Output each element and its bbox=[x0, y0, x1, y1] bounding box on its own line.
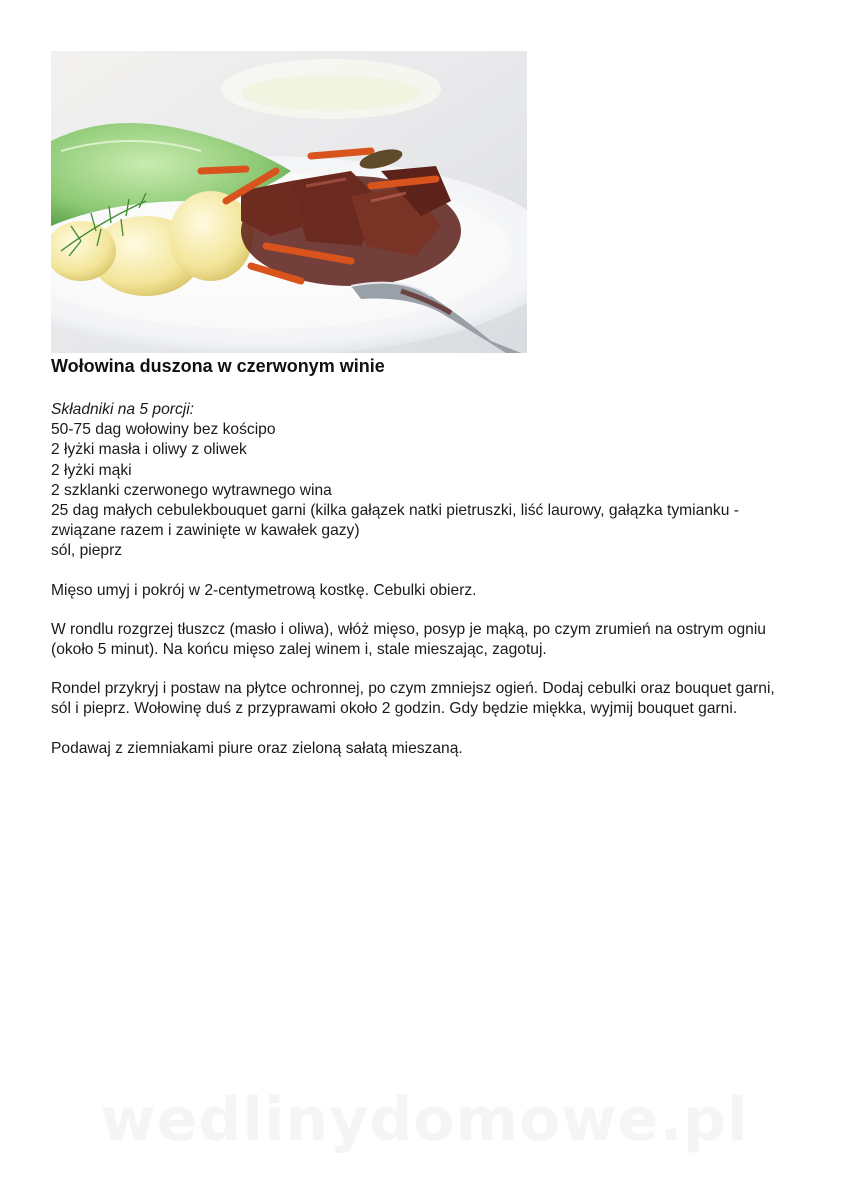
ingredient-item: 50-75 dag wołowiny bez kościpo bbox=[51, 421, 276, 439]
ingredient-item: sól, pieprz bbox=[51, 542, 123, 560]
recipe-title: Wołowina duszona w czerwonym winie bbox=[51, 356, 385, 376]
site-watermark: wedlinydomowe.pl bbox=[100, 1085, 749, 1155]
ingredient-list bbox=[51, 420, 791, 561]
ingredients-heading: Składniki na 5 porcji: bbox=[51, 401, 195, 418]
step-paragraph: Podawaj z ziemniakami piure oraz zieloną sałatą mieszaną. bbox=[51, 739, 463, 757]
recipe-photo bbox=[51, 51, 527, 353]
ingredient-item: 25 dag małych cebulekbouquet garni (kilka gałązek natki pietruszki, liść laurowy, gałązka tymianku - związane razem i zawinięte w kawałek gazy) bbox=[51, 502, 739, 540]
recipe-body bbox=[51, 400, 791, 759]
ingredient-item: 2 szklanki czerwonego wytrawnego wina bbox=[51, 481, 332, 499]
ingredient-item: 2 łyżki mąki bbox=[51, 461, 132, 479]
beef-stew-plate-photo bbox=[51, 51, 527, 353]
step-paragraph: Mięso umyj i pokrój w 2-centymetrową kostkę. Cebulki obierz. bbox=[51, 581, 477, 599]
ingredient-item: 2 łyżki masła i oliwy z oliwek bbox=[51, 441, 247, 459]
step-paragraph: Rondel przykryj i postaw na płytce ochronnej, po czym zmniejsz ogień. Dodaj cebulki oraz bouquet garni, sól i pieprz. Wołowinę duś z przyprawami około 2 godzin. Gdy będzie miękka, wyjmij bouquet garni. bbox=[51, 680, 775, 718]
step-paragraph: W rondlu rozgrzej tłuszcz (masło i oliwa), włóż mięso, posyp je mąką, po czym zrumień na ostrym ogniu (około 5 minut). Na końcu mięso zalej winem i, stale mieszając, zagotuj. bbox=[51, 620, 766, 659]
